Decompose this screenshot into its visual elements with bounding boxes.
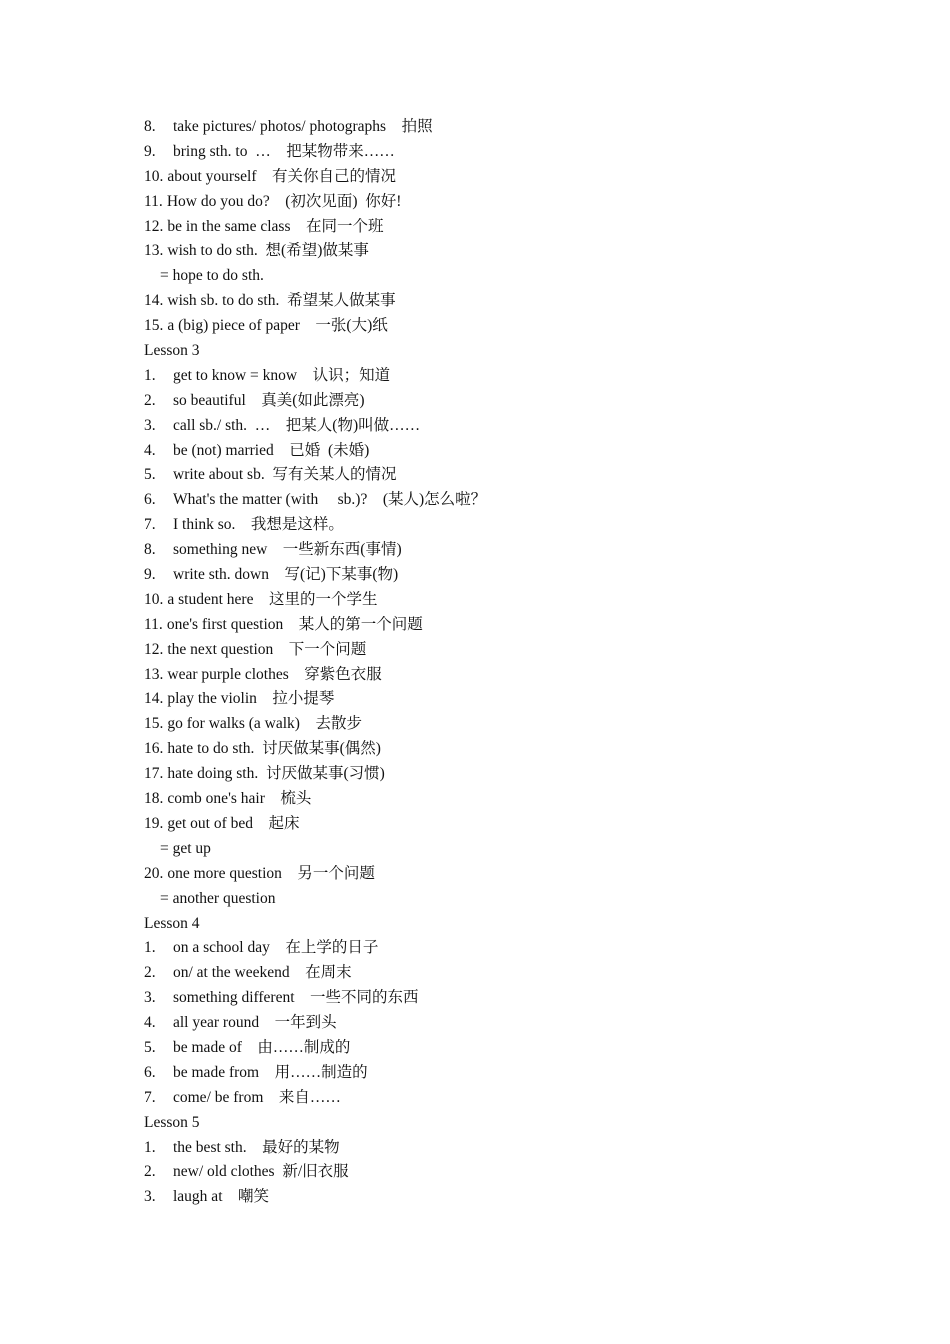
list-item (144, 663, 904, 688)
list-item-text: come/ be from 来自…… (173, 1088, 341, 1106)
list-item-number: 4. (144, 441, 156, 459)
list-item (144, 1185, 904, 1210)
list-item-number: 13. (144, 242, 164, 260)
list-item (144, 961, 904, 986)
list-item (144, 1086, 904, 1111)
list-item (144, 140, 904, 165)
list-item-text: the best sth. 最好的某物 (173, 1138, 340, 1156)
list-item-text: all year round 一年到头 (173, 1014, 337, 1032)
list-item (144, 1011, 904, 1036)
list-item (144, 115, 904, 140)
list-item-text: take pictures/ photos/ photographs 拍照 (173, 118, 433, 135)
list-item-text: call sb./ sth. … 把某人(物)叫做…… (173, 416, 421, 434)
list-item-number: 9. (144, 142, 156, 160)
list-item-text: laugh at 嘲笑 (173, 1188, 269, 1206)
list-item-number: 15. (144, 317, 164, 335)
list-item (144, 1160, 904, 1185)
list-item-continuation: = hope to do sth. (160, 267, 264, 285)
list-item-text: the next question 下一个问题 (167, 640, 367, 658)
list-item (144, 289, 904, 314)
list-item-number: 7. (144, 1088, 156, 1106)
list-item-text: about yourself 有关你自己的情况 (167, 167, 396, 185)
list-item (144, 488, 904, 513)
list-item (144, 190, 904, 215)
list-item-text: on a school day 在上学的日子 (173, 939, 379, 957)
list-item-number: 1. (144, 366, 156, 384)
list-item-text: so beautiful 真美(如此漂亮) (173, 391, 365, 409)
list-item (144, 414, 904, 439)
list-item-text: write sth. down 写(记)下某事(物) (173, 566, 399, 584)
list-item-number: 2. (144, 964, 156, 982)
list-item-text: hate doing sth. 讨厌做某事(习惯) (167, 765, 385, 783)
list-item-text: wear purple clothes 穿紫色衣服 (167, 665, 382, 683)
list-item-number: 11. (144, 615, 163, 633)
list-item (144, 812, 904, 837)
list-item (144, 936, 904, 961)
list-item (144, 762, 904, 787)
list-item (144, 314, 904, 339)
list-item-number: 7. (144, 516, 156, 534)
list-item (144, 862, 904, 887)
list-item-number: 5. (144, 1038, 156, 1056)
list-item-text: new/ old clothes 新/旧衣服 (173, 1163, 349, 1181)
list-item-number: 12. (144, 640, 164, 658)
list-item-text: something new 一些新东西(事情) (173, 541, 402, 559)
list-item-continuation: = get up (160, 839, 211, 857)
list-item-text: hate to do sth. 讨厌做某事(偶然) (167, 740, 381, 758)
list-item-number: 2. (144, 391, 156, 409)
list-item-text: go for walks (a walk) 去散步 (167, 715, 362, 733)
list-item (144, 787, 904, 812)
list-item (144, 364, 904, 389)
list-item-number: 13. (144, 665, 164, 683)
list-item-number: 1. (144, 1138, 156, 1156)
list-item-text: bring sth. to … 把某物带来…… (173, 142, 395, 160)
list-item (144, 538, 904, 563)
list-item-text: a student here 这里的一个学生 (167, 590, 378, 608)
list-item-number: 10. (144, 590, 164, 608)
lesson-heading: Lesson 3 (144, 342, 200, 360)
list-item-text: a (big) piece of paper 一张(大)纸 (167, 317, 388, 335)
list-item (144, 563, 904, 588)
list-item-number: 17. (144, 765, 164, 783)
list-item (144, 239, 904, 264)
list-item (144, 737, 904, 762)
list-item-text: I think so. 我想是这样。 (173, 516, 344, 534)
list-item (144, 165, 904, 190)
list-item (144, 1136, 904, 1161)
list-item-text: get to know = know 认识；知道 (173, 366, 391, 384)
list-item-text: comb one's hair 梳头 (167, 790, 312, 808)
list-item-number: 11. (144, 192, 163, 210)
list-item-text: something different 一些不同的东西 (173, 989, 419, 1007)
list-item-text: write about sb. 写有关某人的情况 (173, 466, 397, 484)
list-item (144, 463, 904, 488)
list-item (144, 215, 904, 240)
list-item-number: 3. (144, 989, 156, 1007)
list-item-number: 8. (144, 541, 156, 559)
list-item-text: get out of bed 起床 (167, 814, 300, 832)
list-item-number: 8. (144, 118, 156, 135)
list-item-number: 15. (144, 715, 164, 733)
list-item-number: 3. (144, 1188, 156, 1206)
list-item (144, 1036, 904, 1061)
list-item-number: 6. (144, 491, 156, 509)
list-item-text: one more question 另一个问题 (167, 864, 375, 882)
list-item-number: 2. (144, 1163, 156, 1181)
list-item (144, 687, 904, 712)
list-item-text: be made of 由……制成的 (173, 1038, 351, 1056)
list-item-number: 18. (144, 790, 164, 808)
list-item (144, 613, 904, 638)
list-item-number: 4. (144, 1014, 156, 1032)
list-item-text: What's the matter (with sb.)? (某人)怎么啦？ (173, 491, 487, 509)
list-item-number: 14. (144, 690, 164, 708)
list-item-number: 6. (144, 1063, 156, 1081)
list-item-text: be (not) married 已婚 (未婚) (173, 441, 370, 459)
list-item-text: one's first question 某人的第一个问题 (166, 615, 423, 633)
list-item-text: wish to do sth. 想(希望)做某事 (167, 242, 369, 260)
list-item-number: 14. (144, 292, 164, 310)
list-item-continuation: = another question (160, 889, 276, 907)
list-item (144, 513, 904, 538)
list-item-number: 16. (144, 740, 164, 758)
list-item (144, 1061, 904, 1086)
document-page (144, 115, 904, 1210)
lesson-heading: Lesson 4 (144, 914, 200, 932)
list-item-text: wish sb. to do sth. 希望某人做某事 (167, 292, 396, 310)
list-item-number: 9. (144, 566, 156, 584)
list-item-text: be made from 用……制造的 (173, 1063, 368, 1081)
list-item (144, 638, 904, 663)
list-item-text: How do you do? (初次见面) 你好! (166, 192, 402, 210)
list-item (144, 712, 904, 737)
list-item (144, 588, 904, 613)
list-item (144, 389, 904, 414)
list-item-number: 3. (144, 416, 156, 434)
list-item-number: 1. (144, 939, 156, 957)
list-item (144, 986, 904, 1011)
list-item-number: 20. (144, 864, 164, 882)
list-item-text: on/ at the weekend 在周末 (173, 964, 352, 982)
list-item-number: 5. (144, 466, 156, 484)
list-item-number: 12. (144, 217, 164, 235)
list-item-number: 19. (144, 814, 164, 832)
lesson-heading: Lesson 5 (144, 1113, 200, 1131)
list-item-text: play the violin 拉小提琴 (167, 690, 335, 708)
list-item-text: be in the same class 在同一个班 (167, 217, 384, 235)
list-item-number: 10. (144, 167, 164, 185)
list-item (144, 439, 904, 464)
